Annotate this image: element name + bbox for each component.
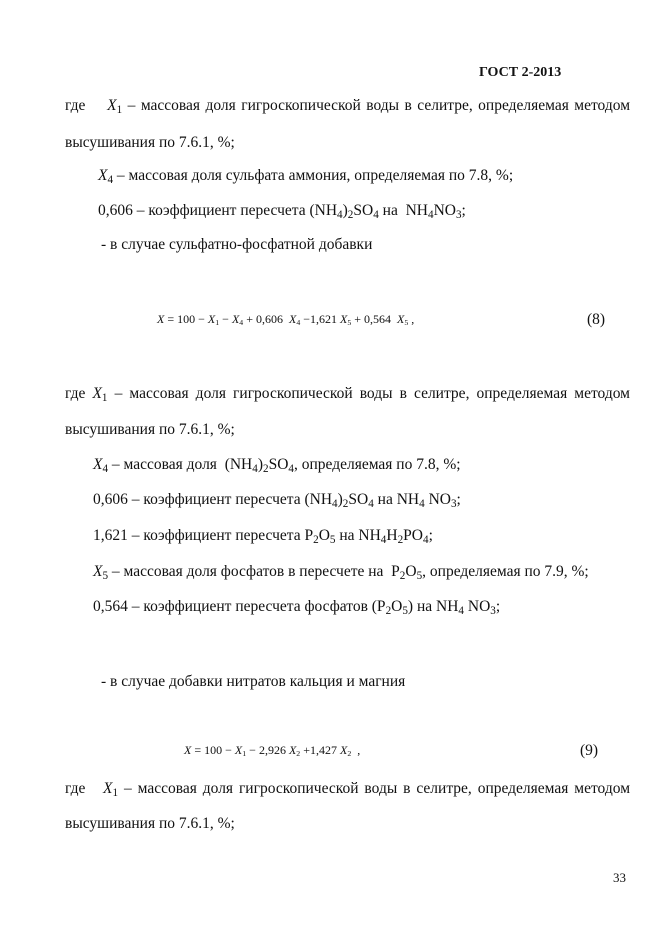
- document-code: ГОСТ 2-2013: [479, 65, 562, 80]
- x1-definition-line-2-b: высушивания по 7.6.1, %;: [65, 421, 235, 438]
- coef-0564-definition: 0,564 – коэффициент пересчета фосфатов $(P_2O_5)$ на $NH_4$ $NO_3$;: [93, 598, 501, 617]
- page-number: 33: [613, 870, 626, 885]
- x1-definition-line-1: где $X_1$ – массовая доля гигроскопической воды в селитре, определяемая методом: [65, 97, 631, 116]
- x1-definition-line-2-c: высушивания по 7.6.1, %;: [65, 815, 235, 832]
- x4-definition: $X_4$ – массовая доля сульфата аммония, определяемая по 7.8, %;: [98, 167, 514, 186]
- x4-definition-b: $X_4$ – массовая доля $(NH_4)_2SO_4$, определяемая по 7.8, %;: [93, 456, 461, 475]
- coef-0606-definition: 0,606 – коэффициент пересчета $(NH_4)_2SO_4$ на $NH_4NO_3$;: [98, 202, 466, 221]
- coef-1621-definition: 1,621 – коэффициент пересчета $P_2O_5$ на $NH_4H_2PO_4$;: [93, 527, 433, 546]
- x1-definition-line-2: высушивания по 7.6.1, %;: [65, 134, 235, 151]
- equation-8: $X = 100 - X_1 - X_4 + 0,606$ $X_4 -1,621$ $X_5 + 0,564$ $X_5$ ,: [157, 312, 415, 327]
- equation-9-number: (9): [580, 742, 599, 759]
- equation-8-number: (8): [587, 311, 606, 328]
- case-calcium-magnesium: - в случае добавки нитратов кальция и магния: [101, 673, 406, 690]
- equation-9: $X = 100 - X_1 - 2,926$ $X_2 +1,427$ $X_2$ ,: [184, 743, 361, 758]
- x1-definition-text: – массовая доля гигроскопической воды в селитре, определяемая методом: [127, 97, 631, 114]
- x1-definition-line-1-c: где $X_1$ – массовая доля гигроскопической воды в селитре, определяемая методом: [65, 780, 630, 799]
- coef-0606-definition-b: 0,606 – коэффициент пересчета $(NH_4)_2SO_4$ на $NH_4$ $NO_3$;: [93, 491, 461, 510]
- case-sulfate-phosphate: - в случае сульфатно-фосфатной добавки: [101, 236, 373, 253]
- x5-definition: $X_5$ – массовая доля фосфатов в пересчете на $P_2O_5$, определяемая по 7.9, %;: [93, 563, 589, 582]
- x1-definition-line-1-b: где $X_1$ – массовая доля гигроскопической воды в селитре, определяемая методом: [65, 385, 630, 404]
- where-word: где: [65, 97, 86, 114]
